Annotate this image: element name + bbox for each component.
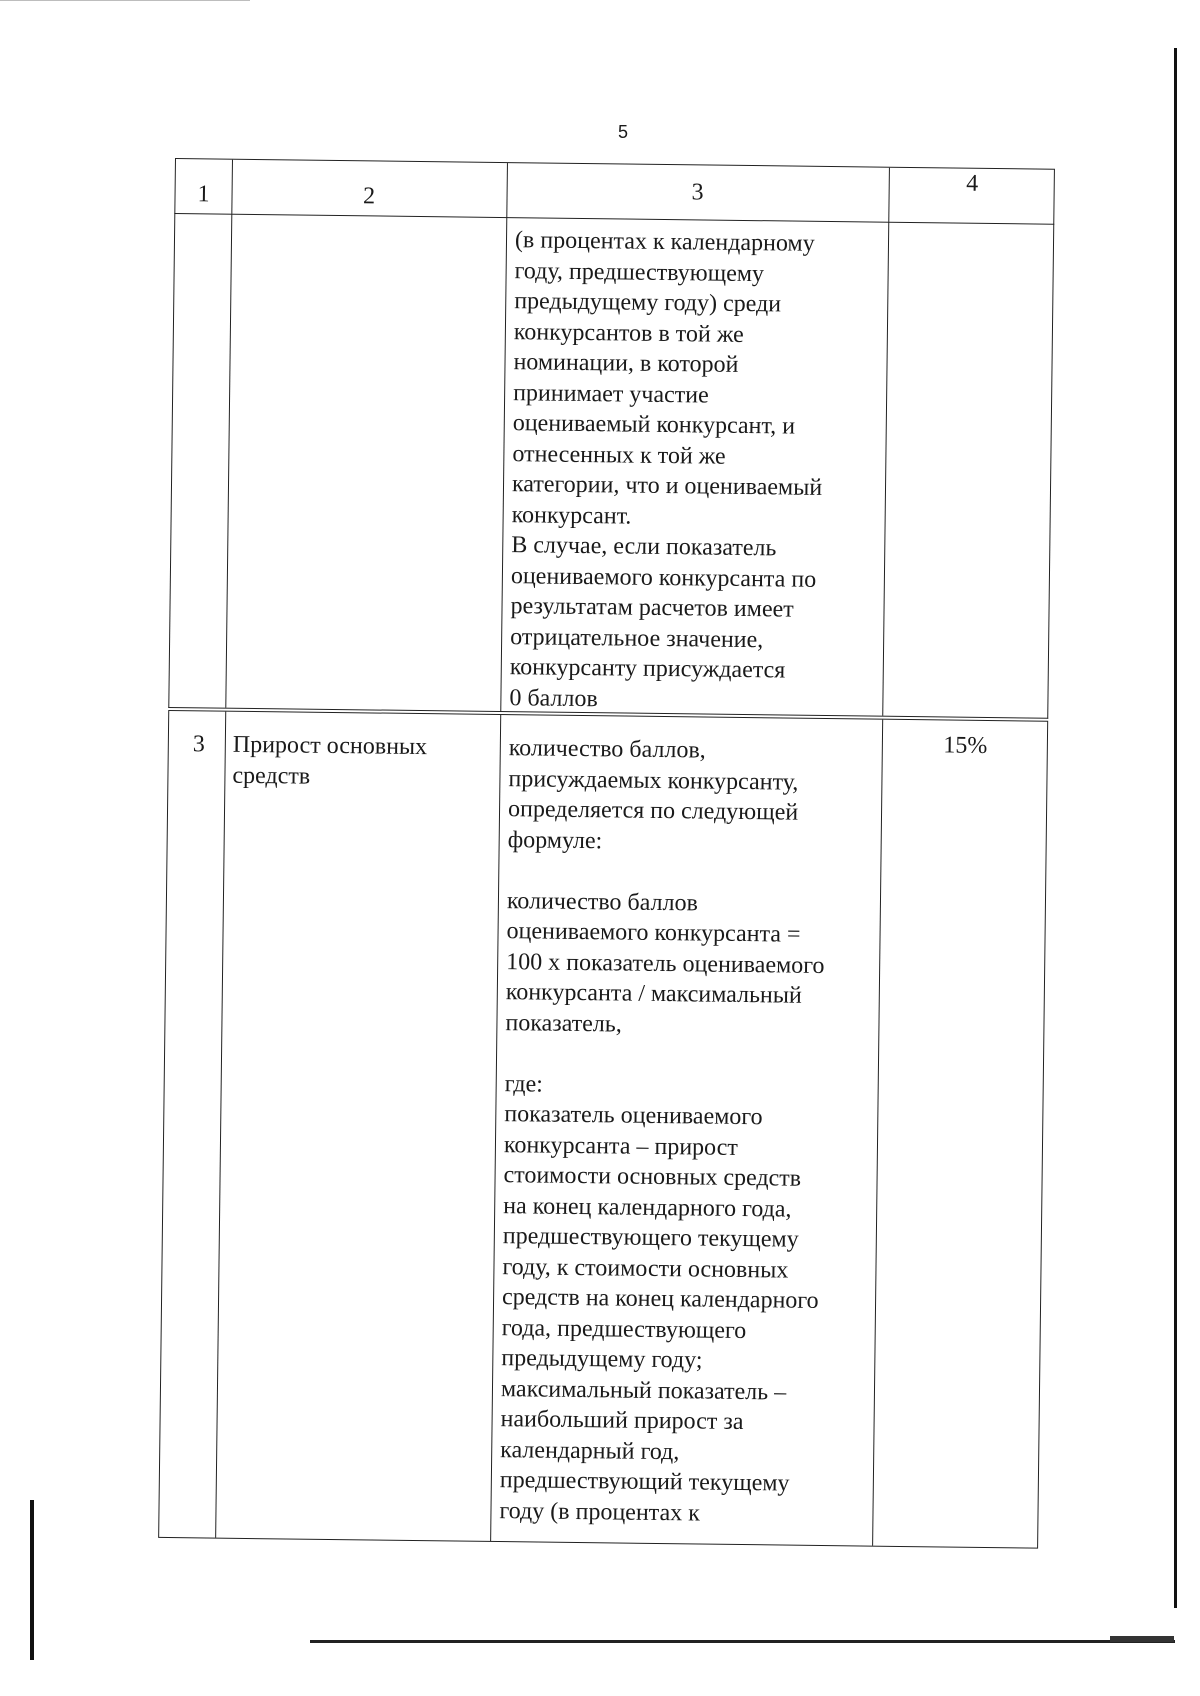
criterion-name: Прирост основных средств (232, 731, 428, 790)
column-divider (490, 715, 501, 1541)
header-cell-3: 3 (691, 179, 704, 206)
scan-artifact-top-line (0, 0, 250, 1)
scan-artifact-bottom-edge (310, 1640, 1175, 1643)
criterion-number: 3 (192, 731, 205, 758)
column-divider (225, 214, 232, 708)
header-cell-2: 2 (362, 183, 376, 210)
criteria-table (158, 158, 1055, 1551)
header-cell-4: 4 (966, 170, 979, 197)
table-row (168, 213, 1054, 719)
scan-artifact-left-edge (30, 1500, 34, 1660)
criterion-description: количество баллов, присуждаемых конкурсанту, определяется по следующей формуле: количество баллов оцениваемого конкурсанта = 100 х показатель оцениваемого конкурсанта / максимальный показатель, где: показатель оцениваемого конкурсанта – прирост стоимости основных средств на конец календарного года, предшествующего текущему году, к стоимости основных средств на конец календарного года, предшествующего предыдущему году; максимальный показатель – наибольший прирост за календарный год, предшествующий текущему году (в процентах к (499, 735, 825, 1527)
criterion-description: (в процентах к календарному году, предшествующему предыдущему году) среди конкурсантов в той же номинации, в которой принимает участие оцениваемый конкурсант, и отнесенных к той же категории, что и оцениваемый конкурсант. В случае, если показатель оцениваемого конкурсанта по результатам расчетов имеет отрицательное значение, конкурсанту присуждается 0 баллов (509, 227, 823, 712)
page-number: 5 (618, 122, 629, 142)
table-row (158, 710, 1048, 1549)
criterion-weight: 15% (943, 732, 988, 759)
header-cell-1: 1 (197, 181, 210, 208)
column-divider (215, 712, 226, 1538)
column-divider (500, 217, 507, 711)
scan-artifact-bottom-corner (1110, 1636, 1174, 1642)
scan-artifact-right-edge (1174, 48, 1177, 1608)
